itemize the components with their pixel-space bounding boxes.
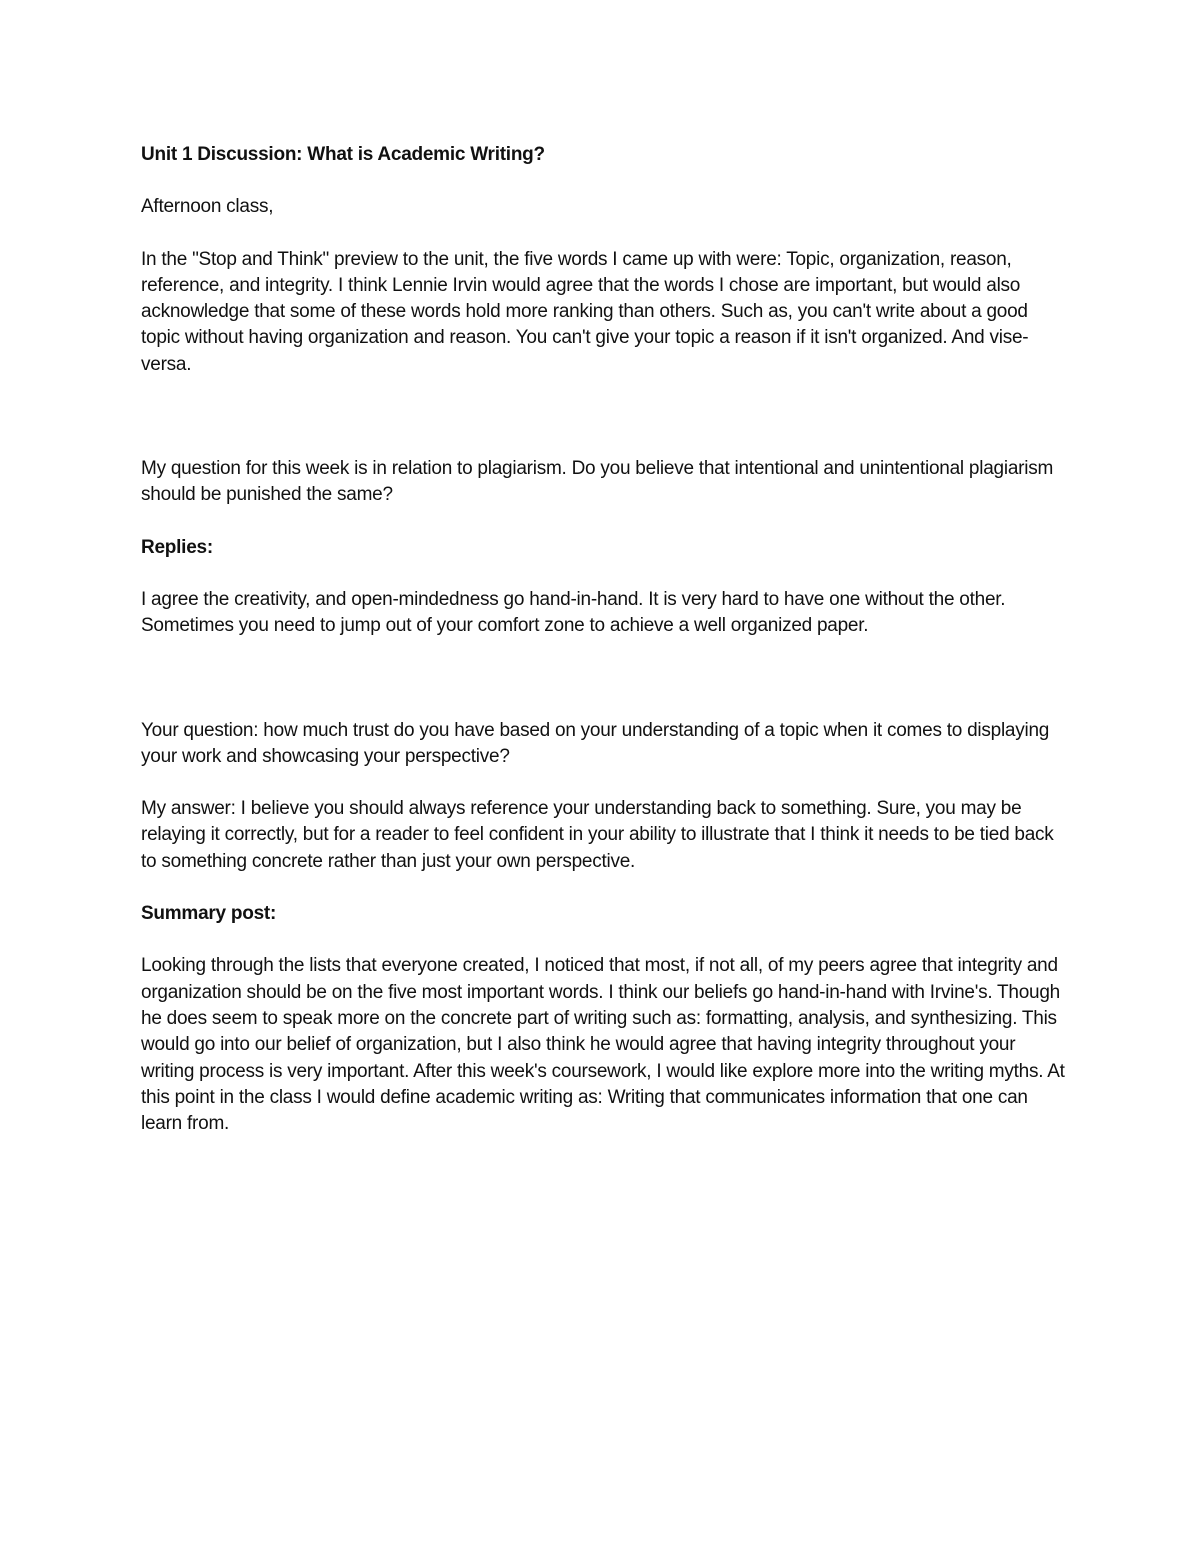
document-body [141,142,1071,1137]
reply-paragraph: I agree the creativity, and open-mindedness go hand-in-hand. It is very hard to have one without the other. Sometimes you need to jump out of your comfort zone to achieve a well organized paper. [141,588,1006,637]
summary-paragraph: Looking through the lists that everyone created, I noticed that most, if not all, of my peers agree that integrity and organization should be on the five most important words. I think our beliefs go hand-in-hand with Irvine's. Though he does seem to speak more on the concrete part of writing such as: formatting, analysis, and synthesizing. This would go into our belief of organization, but I also think he would agree that having integrity throughout your writing process is very important. After this week's coursework, I would like explore more into the writing myths. At this point in the class I would define academic writing as: Writing that communicates information that one can learn from. [141,955,1065,1135]
replies-heading: Replies: [141,536,213,558]
discussion-paragraph: In the "Stop and Think" preview to the unit, the five words I came up with were: Topic, organization, reason, reference, and integrity. I think Lennie Irvin would agree that the words I chose are important, but would also acknowledge that some of these words hold more ranking than others. Such as, you can't write about a good topic without having organization and reason. You can't give your topic a reason if it isn't organized. And vise-versa. [141,248,1029,375]
document-title: Unit 1 Discussion: What is Academic Writing? [141,144,545,165]
question-paragraph: My question for this week is in relation to plagiarism. Do you believe that intentional and unintentional plagiarism should be punished the same? [141,458,1054,506]
summary-heading: Summary post: [141,903,277,925]
your-question-paragraph: Your question: how much trust do you have based on your understanding of a topic when it comes to displaying your work and showcasing your perspective? [141,719,1050,767]
my-answer-paragraph: My answer: I believe you should always reference your understanding back to something. Sure, you may be relaying it correctly, but for a reader to feel confident in your ability to illustrate that I think it needs to be tied back to something concrete rather than just your own perspective. [141,798,1054,872]
greeting: Afternoon class, [141,196,274,218]
